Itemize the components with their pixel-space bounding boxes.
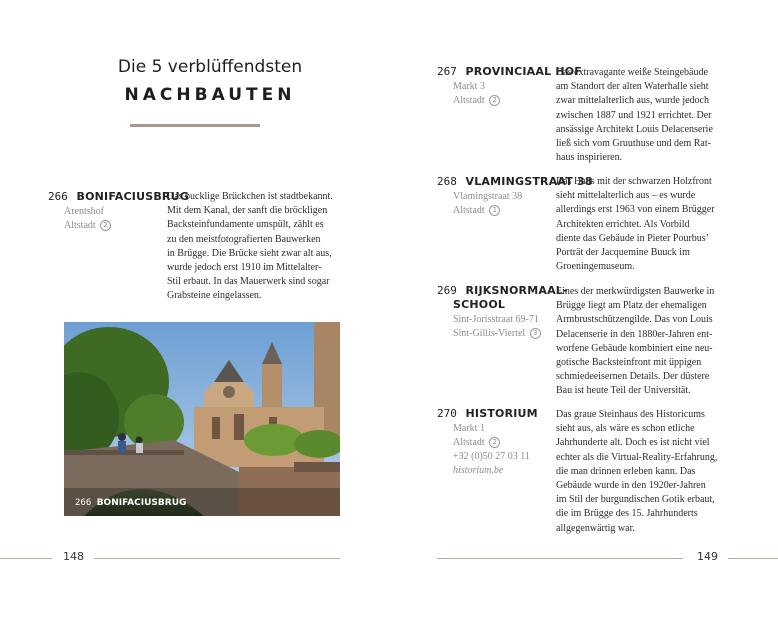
entry-title — [437, 284, 568, 298]
footer-rule-right — [437, 558, 683, 559]
footer-rule-right-outer — [728, 558, 778, 559]
footer-rule-left — [94, 558, 340, 559]
entry-address: Markt 3 — [453, 81, 485, 92]
entry-website-link[interactable]: historium.be — [453, 465, 504, 476]
bonifaciusbrug-photo — [64, 322, 340, 516]
entry-name: HISTORIUM — [465, 407, 538, 420]
district-marker-icon: 2 — [489, 437, 500, 448]
entry-270 — [437, 407, 538, 478]
entry-number: 267 — [437, 65, 457, 78]
photo-caption — [75, 498, 186, 508]
entry-number: 269 — [437, 284, 457, 297]
district-label: Sint-Gillis-Viertel — [453, 328, 526, 339]
entry-270-description: Das graue Steinhaus des Historicums sieht aus, als wäre es schon etliche Jahrhunderte alt. Doch es ist nicht viel echter als die Virtual-Reality-Erfahrung, die man drinnen erleben kann. Das Gebäude wurde in den 1920er-Jahren im Stil der burgundischen Gotik erbaut, die im Brügge des 15. Jahrhunderts allgegenwärtig war. — [556, 409, 718, 534]
entry-address: Sint-Jorisstraat 69-71 — [453, 314, 539, 325]
page-number-right: 149 — [697, 550, 718, 563]
entry-name: VLAMINGSTRAAT 38 — [465, 175, 593, 188]
entry-name: BONIFACIUSBRUG — [76, 190, 189, 203]
entry-title — [437, 407, 538, 421]
section-subtitle: Die 5 verblüffendsten — [117, 57, 303, 77]
entry-name: RIJKSNORMAAL- — [465, 284, 568, 297]
entry-269-description: Eines der merkwürdigsten Bauwerke in Brügge liegt am Platz der ehemaligen Armbrustschützengilde. Das von Louis Delacenserie in den 1880er-Jahren ent- worfene Gebäude kombiniert eine neu- gotische Backsteinfront mit üppigen schmiedeeisernen Details. Der düstere Bau ist heute Teil der Universität. — [556, 286, 715, 397]
footer-rule-left-outer — [0, 558, 52, 559]
entry-name-continued: SCHOOL — [453, 298, 506, 311]
entry-district — [453, 327, 568, 341]
entry-number: 270 — [437, 407, 457, 420]
entry-address: Vlamingstraat 38 — [453, 191, 523, 202]
district-label: Altstadt — [453, 95, 485, 106]
entry-number: 266 — [48, 190, 68, 203]
entry-name: PROVINCIAAL HOF — [465, 65, 583, 78]
caption-name: BONIFACIUSBRUG — [96, 498, 187, 508]
district-marker-icon: 2 — [489, 95, 500, 106]
entry-address: Arentshof — [64, 206, 104, 217]
district-marker-icon: 3 — [530, 328, 541, 339]
district-marker-icon: 1 — [489, 205, 500, 216]
district-label: Altstadt — [64, 220, 96, 231]
entry-266-description: Das bucklige Brückchen ist stadtbekannt. Mit dem Kanal, der sanft die bröckligen Backsteinfundamente umspült, zählt es zu den meistfotografierten Bauwerken in Brügge. Die Brücke sieht zwar alt aus, wurde jedoch erst 1910 im Mittelalter- Stil erbaut. In das Mauerwerk sind sogar Grabsteine eingelassen. — [167, 191, 333, 302]
entry-269 — [437, 284, 568, 341]
page-number-left: 148 — [63, 550, 84, 563]
entry-phone: +32 (0)50 27 03 11 — [453, 451, 530, 462]
header-divider — [130, 124, 260, 127]
entry-number: 268 — [437, 175, 457, 188]
district-marker-icon: 2 — [100, 220, 111, 231]
entry-district — [453, 436, 538, 450]
district-label: Altstadt — [453, 205, 485, 216]
entry-268-description: Das Haus mit der schwarzen Holzfront sieht mittelalterlich aus – es wurde allerdings erst 1963 von einem Brügger Architekten errichtet. Als Vorbild diente das Gebäude in Pieter Pourbus’ Porträt der Jacquemine Buuck im Groeningemuseum. — [556, 176, 715, 273]
section-title: NACHBAUTEN — [124, 85, 296, 105]
entry-address: Markt 1 — [453, 423, 485, 434]
district-label: Altstadt — [453, 437, 485, 448]
entry-267-description: Das extravagante weiße Steingebäude am Standort der alten Waterhalle sieht zwar mittelalterlich aus, wurde jedoch zwischen 1887 und 1921 errichtet. Der ansässige Architekt Louis Delacenserie ließ sich vom Gruuthuse und dem Rat- haus inspirieren. — [556, 67, 713, 164]
caption-number: 266 — [75, 498, 92, 508]
